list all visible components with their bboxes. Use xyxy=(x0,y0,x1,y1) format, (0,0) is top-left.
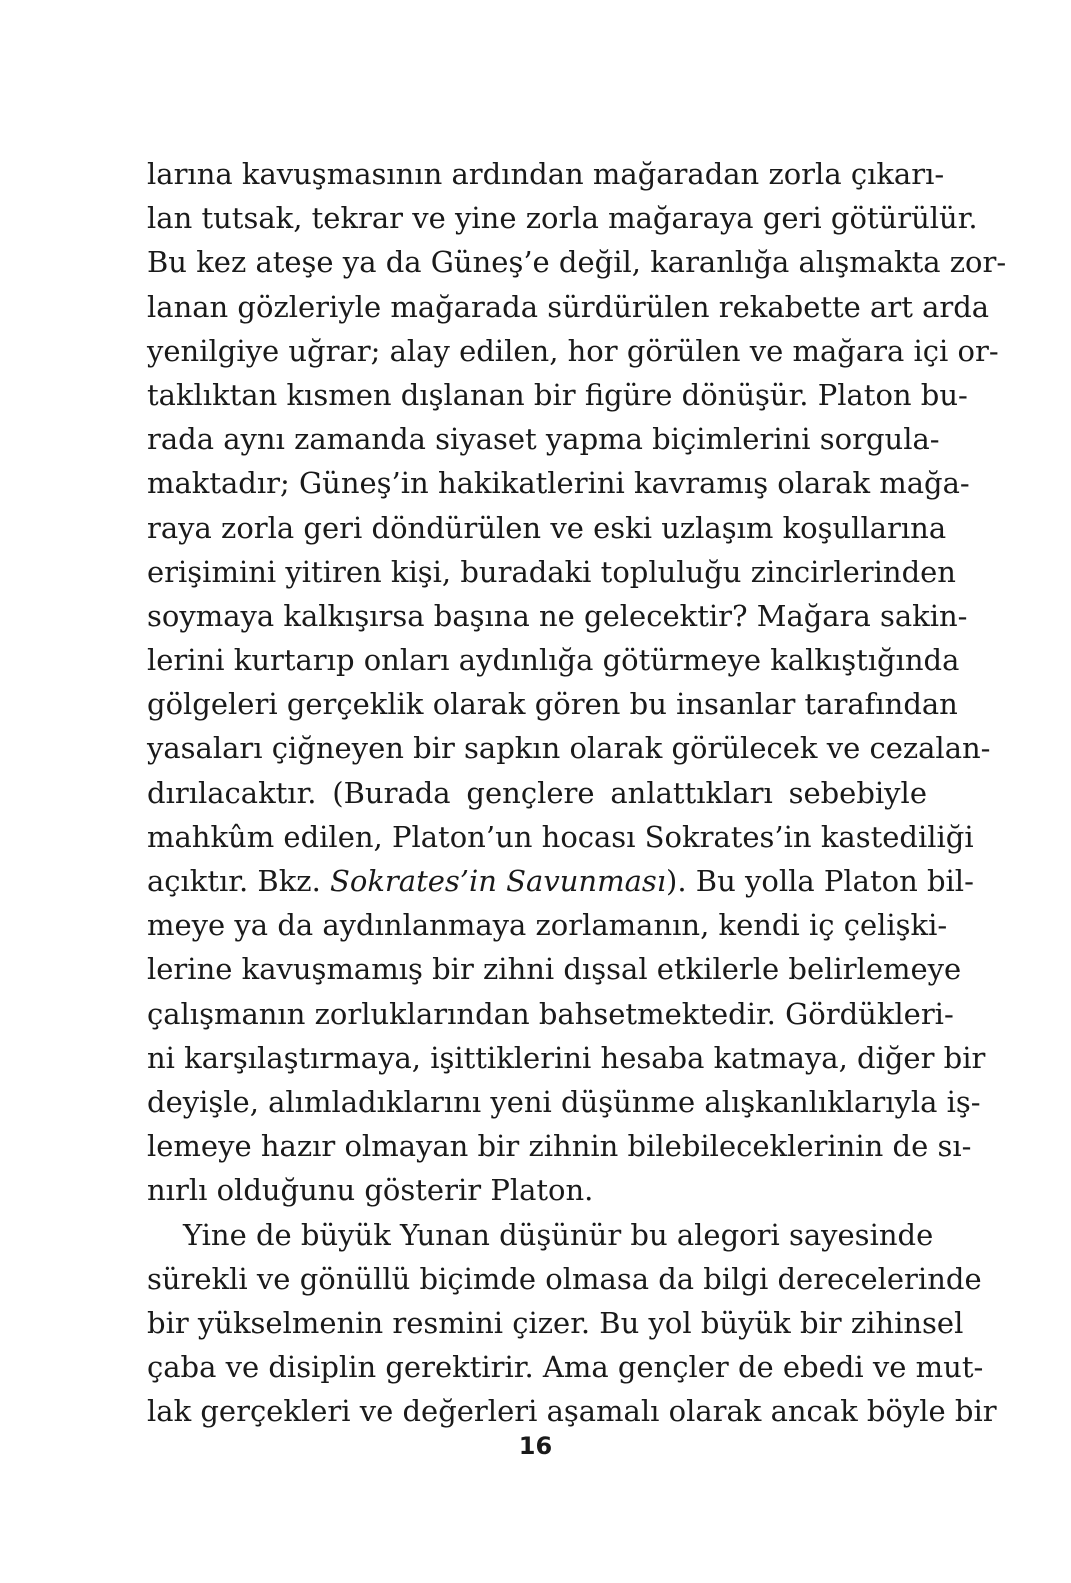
text-line: yenilgiye uğrar; alay edilen, hor görülen ve mağara içi or- xyxy=(147,333,999,368)
text-line: raya zorla geri döndürülen ve eski uzlaşım koşullarına xyxy=(147,510,947,545)
text-line: lak gerçekleri ve değerleri aşamalı olarak ancak böyle bir xyxy=(147,1394,997,1429)
text-line: yasaları çiğneyen bir sapkın olarak görülecek ve cezalan- xyxy=(147,731,991,766)
book-title-italic: Sokrates’in Savunması xyxy=(330,864,667,898)
text-line: taklıktan kısmen dışlanan bir figüre dönüşür. Platon bu- xyxy=(147,377,968,412)
text-line: soymaya kalkışırsa başına ne gelecektir? Mağara sakin- xyxy=(147,598,968,633)
text-line: bir yükselmenin resmini çizer. Bu yol büyük bir zihinsel xyxy=(147,1305,964,1340)
paragraph-first-line: Yine de büyük Yunan düşünür bu alegori sayesinde xyxy=(183,1217,934,1252)
text-line: nırlı olduğunu gösterir Platon. xyxy=(147,1173,594,1208)
text-line: dırılacaktır. (Burada gençlere anlattıkları sebebiyle xyxy=(147,775,927,810)
text-line: sürekli ve gönüllü biçimde olmasa da bilgi derecelerinde xyxy=(147,1261,982,1296)
text-line: deyişle, alımladıklarını yeni düşünme alışkanlıklarıyla iş- xyxy=(147,1084,981,1119)
text-line: meye ya da aydınlanmaya zorlamanın, kendi iç çelişki- xyxy=(147,908,948,943)
page-number: 16 xyxy=(518,1432,553,1460)
text-segment: açıktır. Bkz. xyxy=(147,864,331,898)
text-line: erişimini yitiren kişi, buradaki topluluğu zincirlerinden xyxy=(147,554,956,589)
body-text xyxy=(147,152,1007,1433)
text-line: çalışmanın zorluklarından bahsetmektedir. Gördükleri- xyxy=(147,996,954,1031)
text-line: mahkûm edilen, Platon’un hocası Sokrates’in kastediliği xyxy=(147,819,974,854)
text-line: lerine kavuşmamış bir zihni dışsal etkilerle belirlemeye xyxy=(147,952,962,987)
text-line: çaba ve disiplin gerektirir. Ama gençler de ebedi ve mut- xyxy=(147,1350,984,1385)
text-segment: ). Bu yolla Platon bil- xyxy=(666,864,974,898)
text-line: rada aynı zamanda siyaset yapma biçimlerini sorgula- xyxy=(147,422,940,457)
text-line: Bu kez ateşe ya da Güneş’e değil, karanlığa alışmakta zor- xyxy=(147,245,1007,280)
text-line: lanan gözleriyle mağarada sürdürülen rekabette art arda xyxy=(147,289,990,324)
text-line: lerini kurtarıp onları aydınlığa götürmeye kalkıştığında xyxy=(147,643,960,678)
text-line: ni karşılaştırmaya, işittiklerini hesaba katmaya, diğer bir xyxy=(147,1040,986,1075)
text-line: maktadır; Güneş’in hakikatlerini kavramış olarak mağa- xyxy=(147,466,970,501)
text-line: larına kavuşmasının ardından mağaradan zorla çıkarı- xyxy=(147,157,945,191)
text-line-with-book-title xyxy=(147,859,974,903)
text-line: lemeye hazır olmayan bir zihnin bilebileceklerinin de sı- xyxy=(147,1129,972,1164)
text-line: lan tutsak, tekrar ve yine zorla mağaraya geri götürülür. xyxy=(147,201,978,236)
text-line: gölgeleri gerçeklik olarak gören bu insanlar tarafından xyxy=(147,687,958,722)
